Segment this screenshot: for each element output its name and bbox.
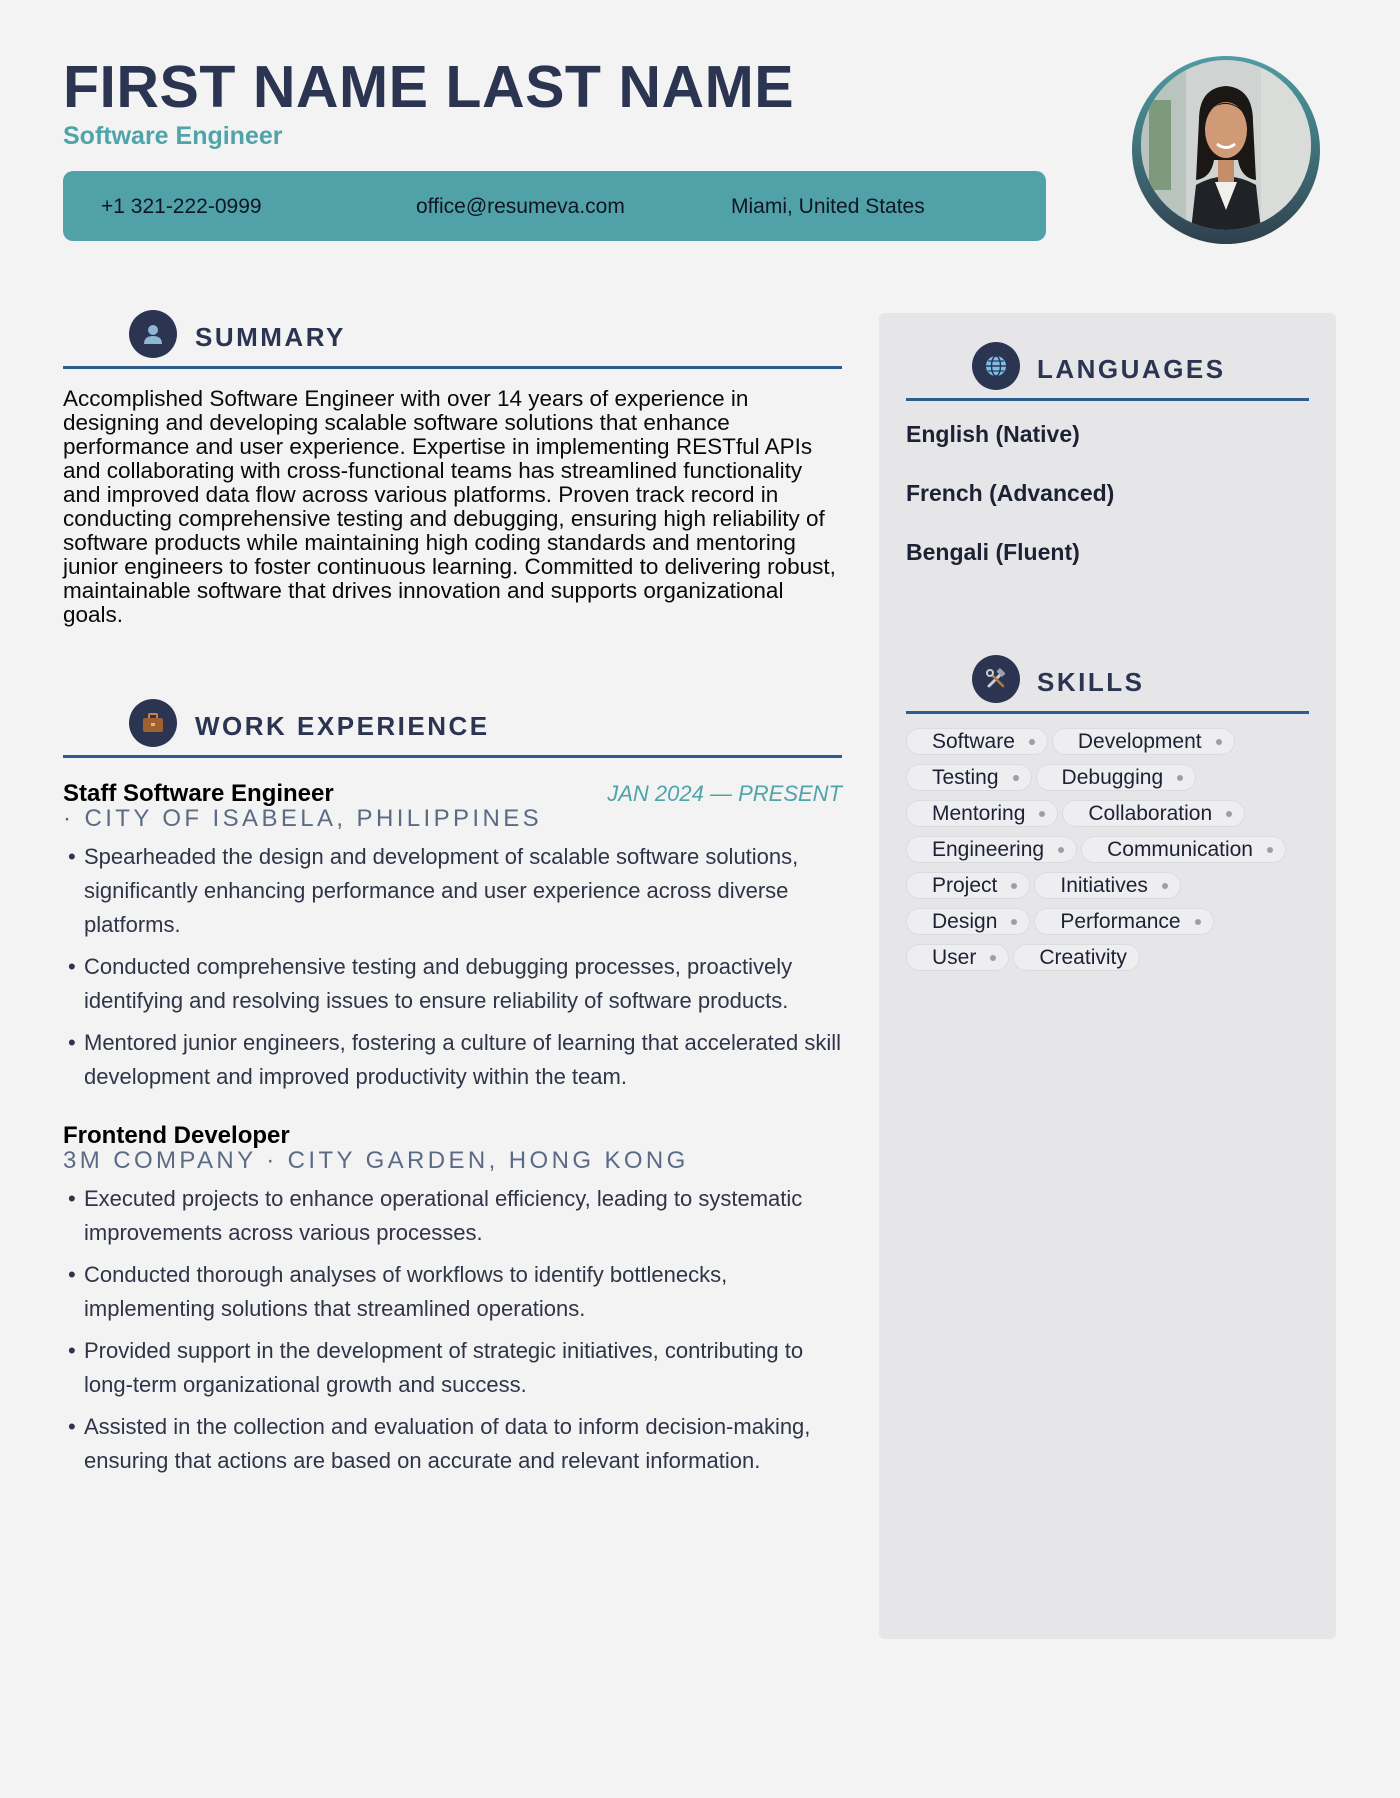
skill-label: Mentoring bbox=[932, 801, 1026, 825]
skill-chip bbox=[906, 944, 1009, 971]
job-entry bbox=[63, 1124, 842, 1478]
separator-dot bbox=[1162, 883, 1168, 889]
skills-heading: SKILLS bbox=[1037, 667, 1145, 697]
skill-label: Initiatives bbox=[1060, 873, 1148, 897]
skill-chip bbox=[1062, 800, 1245, 827]
sidebar bbox=[879, 313, 1336, 1639]
separator-dot bbox=[1013, 775, 1019, 781]
job-title: Software Engineer bbox=[63, 122, 283, 150]
separator-dot bbox=[1267, 847, 1273, 853]
job-bullets bbox=[63, 840, 842, 1094]
skill-label: Collaboration bbox=[1088, 801, 1213, 825]
separator-dot bbox=[1011, 883, 1017, 889]
separator-dot bbox=[1226, 811, 1232, 817]
skills-section bbox=[879, 655, 1336, 971]
job-entry bbox=[63, 782, 842, 1094]
skill-label: Development bbox=[1077, 729, 1202, 753]
skill-label: Communication bbox=[1107, 837, 1253, 861]
separator-dot bbox=[1039, 811, 1045, 817]
separator-dot bbox=[1216, 739, 1222, 745]
job-entry-title: Staff Software Engineer bbox=[63, 780, 334, 807]
work-experience-heading: WORK EXPERIENCE bbox=[195, 711, 490, 741]
briefcase-icon bbox=[129, 699, 177, 747]
skill-chip bbox=[1036, 764, 1197, 791]
section-divider bbox=[63, 366, 842, 369]
job-entry-company: · CITY OF ISABELA, PHILIPPINES bbox=[63, 805, 543, 832]
phone: +1 321-222-0999 bbox=[101, 195, 262, 218]
list-item: • Executed projects to enhance operational efficiency, leading to systematic improvements across various processes. bbox=[63, 1182, 842, 1250]
full-name: FIRST NAME LAST NAME bbox=[63, 54, 795, 120]
skill-label: Creativity bbox=[1039, 945, 1127, 969]
skills-list bbox=[906, 728, 1286, 971]
languages-section bbox=[879, 342, 1336, 565]
skill-label: Design bbox=[932, 909, 998, 933]
job-entry-company: 3M COMPANY · CITY GARDEN, HONG KONG bbox=[63, 1147, 689, 1174]
languages-heading: LANGUAGES bbox=[1037, 354, 1226, 384]
skill-chip bbox=[906, 764, 1032, 791]
list-item: • Assisted in the collection and evaluation of data to inform decision-making, ensuring that actions are based on accurate and relevant information. bbox=[63, 1410, 842, 1478]
summary-text: Accomplished Software Engineer with over 14 years of experience in designing and developing scalable software solutions that enhance performance and user experience. Expertise in implementing RESTful APIs and collaborating with cross-functional teams has streamlined functionality and improved data flow across various platforms. Proven track record in conducting comprehensive testing and debugging, ensuring high reliability of software products while maintaining high coding standards and mentoring junior engineers to foster continuous learning. Committed to delivering robust, maintainable software that drives innovation and supports organizational goals. bbox=[63, 386, 836, 627]
separator-dot bbox=[990, 955, 996, 961]
skill-chip bbox=[906, 836, 1077, 863]
skill-chip bbox=[906, 800, 1058, 827]
skill-chip bbox=[1034, 908, 1213, 935]
skills-header bbox=[906, 655, 1309, 711]
skill-label: Testing bbox=[932, 765, 999, 789]
skill-label: Software bbox=[932, 729, 1015, 753]
work-experience-section bbox=[63, 699, 842, 1478]
language-item: Bengali (Fluent) bbox=[906, 539, 1080, 565]
list-item: • Conducted thorough analyses of workflows to identify bottlenecks, implementing solutions that streamlined operations. bbox=[63, 1258, 842, 1326]
list-item: • Mentored junior engineers, fostering a culture of learning that accelerated skill development and improved productivity within the team. bbox=[63, 1026, 842, 1094]
summary-header bbox=[63, 310, 842, 366]
list-item: • Provided support in the development of strategic initiatives, contributing to long-term organizational growth and success. bbox=[63, 1334, 842, 1402]
separator-dot bbox=[1011, 919, 1017, 925]
section-divider bbox=[906, 711, 1309, 714]
skill-label: Performance bbox=[1060, 909, 1181, 933]
job-bullets bbox=[63, 1182, 842, 1478]
summary-heading: SUMMARY bbox=[195, 322, 346, 352]
language-item: English (Native) bbox=[906, 421, 1080, 447]
location: Miami, United States bbox=[731, 195, 925, 218]
skill-chip bbox=[906, 872, 1030, 899]
email: office@resumeva.com bbox=[416, 195, 625, 218]
skill-label: Engineering bbox=[932, 837, 1045, 861]
globe-icon bbox=[972, 342, 1020, 390]
section-divider bbox=[63, 755, 842, 758]
main-column bbox=[63, 310, 842, 1486]
summary-section bbox=[63, 310, 842, 627]
separator-dot bbox=[1195, 919, 1201, 925]
work-experience-header bbox=[63, 699, 842, 755]
languages-header bbox=[906, 342, 1309, 398]
tools-icon bbox=[972, 655, 1020, 703]
skill-chip bbox=[1081, 836, 1286, 863]
profile-photo bbox=[1132, 56, 1320, 244]
language-item: French (Advanced) bbox=[906, 480, 1115, 506]
skill-label: Project bbox=[932, 873, 998, 897]
skill-chip bbox=[1052, 728, 1235, 755]
separator-dot bbox=[1058, 847, 1064, 853]
skill-chip bbox=[1013, 944, 1140, 971]
job-entry-date: JAN 2024 — PRESENT bbox=[607, 781, 842, 806]
job-entry-title: Frontend Developer bbox=[63, 1122, 290, 1149]
separator-dot bbox=[1177, 775, 1183, 781]
list-item: • Spearheaded the design and development of scalable software solutions, significantly enhancing performance and user experience across diverse platforms. bbox=[63, 840, 842, 942]
contact-bar bbox=[63, 171, 1046, 241]
skill-chip bbox=[906, 908, 1030, 935]
skill-label: User bbox=[932, 945, 977, 969]
skill-chip bbox=[1034, 872, 1181, 899]
section-divider bbox=[906, 398, 1309, 401]
list-item: • Conducted comprehensive testing and debugging processes, proactively identifying and resolving issues to ensure reliability of software products. bbox=[63, 950, 842, 1018]
skill-label: Debugging bbox=[1061, 765, 1164, 789]
person-icon bbox=[129, 310, 177, 358]
separator-dot bbox=[1029, 739, 1035, 745]
skill-chip bbox=[906, 728, 1048, 755]
